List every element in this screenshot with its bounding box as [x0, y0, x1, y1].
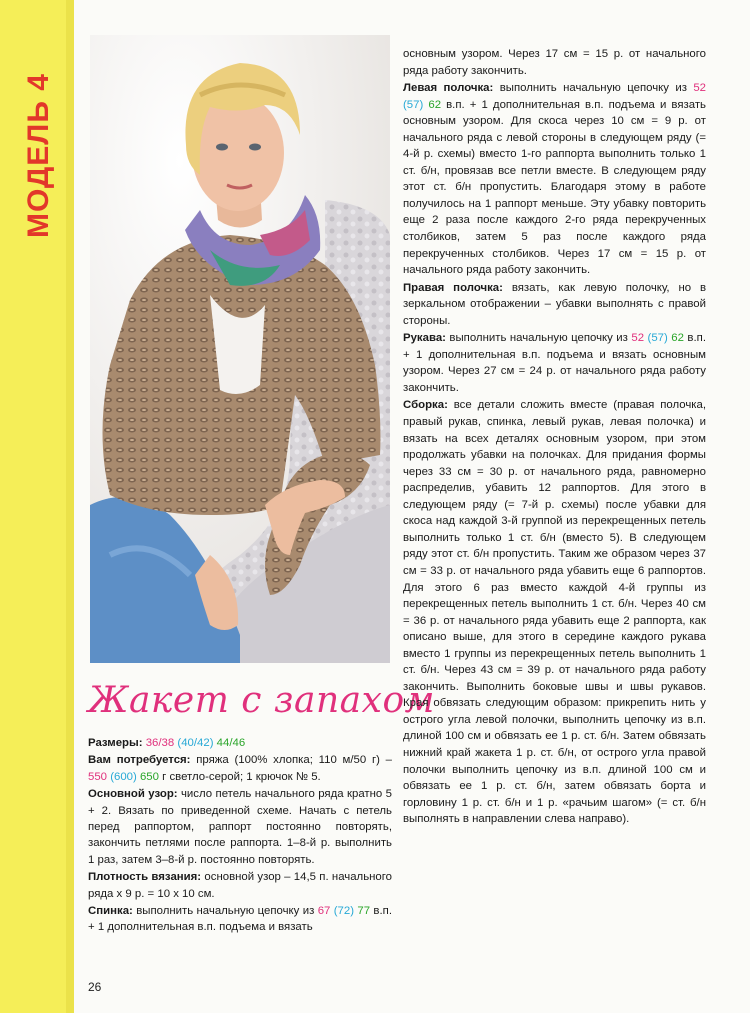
left-front-value-1: 52 [693, 82, 706, 95]
back-paragraph [88, 903, 392, 936]
back-label: Спинка: [88, 905, 133, 918]
sleeves-label: Рукава: [403, 332, 446, 345]
back-value-2: (72) [333, 905, 355, 918]
assembly-label: Сборка: [403, 399, 448, 412]
gauge-paragraph [88, 869, 392, 902]
left-front-text-2: в.п. + 1 дополнительная в.п. подъема и вязать основным узором. Для скоса через 10 см = 9 р. от начального ряда с левой стороны в следующем ряду (= 4-й р. схемы) вместо 1-го раппорта выполнить только 1 ст. б/н, провязав все петли вместе. В следующем ряду этот ст. б/н пропустить. Благодаря этому в работе получилось на 1 раппорт меньше. Эту убавку повторить еще 2 раза после каждого 2-го ряда перекрученных столбиков, затем 5 раз после каждого ряда перекрученных столбиков. Через 17 см = 15 р. от начального ряда работу закончить. [403, 98, 706, 277]
photo-illustration [90, 35, 390, 663]
right-front-paragraph [403, 280, 706, 330]
assembly-text: все детали сложить вместе (правая полочка, правый рукав, спинка, левый рукав, левая полочка) и вязать на всех деталях основным узором, при этом продолжать убавки на полочках. Для придания формы через 33 см = 30 р. от начального ряда, равномерно распределив, убавить 12 раппортов. Для этого в следующем ряду (= 7-й р. схемы) после убавки для скоса над каждой 3-й группой из перекрещенных петель выполнить только 1 ст. б/н (вместо 5). В следующем ряду этот ст. б/н пропустить. Таким же образом через 37 см = 33 р. от начального ряда убавить еще 6 раппортов. Для этого 6 раз вместо каждой 4-й группы из перекрещенных петель выполнить 1 ст. б/н. Через 40 см = 36 р. от начального ряда убавить еще 2 раппорта, как описано выше, для этого в середине каждого рукава вместо 1 группы из перекрещенных петель выполнить 1 ст. б/н. Через 43 см = 39 р. от начального ряда работу закончить. Выполнить боковые швы и швы рукавов. Края обвязать следующим образом: прикрепить нить у острого угла левой полочки, выполнить цепочку из в.п. длиной 100 см и обвязать ее 1 р. ст. б/н. Затем обвязать нижний край жакета 1 р. ст. б/н, от острого угла правой полочки выполнить цепочку из в.п. длиной 100 см и обвязать ее 1 р. ст. б/н, затем обвязать борта и горловину 1 р. ст. б/н и 1 р. «рачьим шагом» (= ст. б/н выполнять в направлении слева направо). [403, 399, 706, 826]
back-text-1: выполнить начальную цепочку из [132, 905, 318, 918]
pattern-title: Жакет с запахом [88, 680, 435, 721]
right-front-text: вязать, как левую полочку, но в зеркальном отображении – убавки выполнять с правой стороны. [403, 281, 707, 327]
page-number: 26 [88, 980, 102, 994]
back-continued: основным узором. Через 17 см = 15 р. от начального ряда работу закончить. [403, 48, 706, 77]
model-label: МОДЕЛЬ 4 [22, 73, 55, 238]
left-column [88, 735, 392, 937]
model-photo [90, 35, 390, 663]
back-value-3: 77 [357, 905, 371, 918]
sleeves-text-1: выполнить начальную цепочку из [445, 332, 632, 345]
back-value-1: 67 [317, 905, 331, 918]
materials-text-2: г светло-серой; 1 крючок № 5. [158, 770, 321, 783]
size-value-1: 36/38 [145, 737, 175, 749]
sleeves-value-2: (57) [647, 332, 668, 345]
assembly-paragraph [403, 397, 706, 827]
left-front-label: Левая полочка: [403, 82, 494, 95]
sizes-paragraph [88, 735, 392, 751]
left-front-text-1: выполнить начальную цепочку из [493, 82, 694, 95]
gauge-text: основной узор – 14,5 п. начального ряда х 9 р. = 10 х 10 см. [88, 871, 392, 900]
main-pattern-text: число петель начального ряда кратно 5 + 2. Вязать по приведенной схеме. Начать с петель перед раппортом, раппорт постоянно повторять, закончить петлями после раппорта. 1–8-й р. выполнить 1 раз, затем 3–8-й р. постоянно повторять. [88, 788, 392, 866]
sleeves-paragraph [403, 330, 706, 396]
main-pattern-label: Основной узор: [88, 788, 178, 801]
size-value-2: (40/42) [177, 737, 214, 749]
main-pattern-paragraph [88, 786, 392, 868]
back-text-2: в.п. + 1 дополнительная в.п. подъема и вязать [88, 905, 392, 934]
materials-paragraph [88, 752, 392, 785]
gauge-label: Плотность вязания: [88, 871, 202, 884]
materials-value-2: (600) [110, 770, 137, 783]
sleeves-value-1: 52 [631, 332, 645, 345]
sleeves-text-2: в.п. + 1 дополнительная в.п. подъема и вязать основным узором. Через 27 см = 24 р. от начального ряда работу закончить. [403, 332, 706, 394]
right-front-label: Правая полочка: [403, 281, 503, 294]
left-front-paragraph [403, 80, 706, 279]
materials-value-3: 650 [139, 770, 159, 783]
right-column [403, 46, 706, 829]
materials-text-1: пряжа (100% хлопка; 110 м/50 г) – [190, 754, 393, 767]
materials-label: Вам потребуется: [88, 754, 191, 767]
materials-value-1: 550 [88, 770, 108, 783]
sleeves-value-3: 62 [671, 332, 684, 345]
left-front-value-3: 62 [428, 98, 442, 111]
left-front-value-2: (57) [403, 98, 424, 111]
sizes-label: Размеры: [88, 737, 143, 749]
size-value-3: 44/46 [216, 737, 246, 749]
